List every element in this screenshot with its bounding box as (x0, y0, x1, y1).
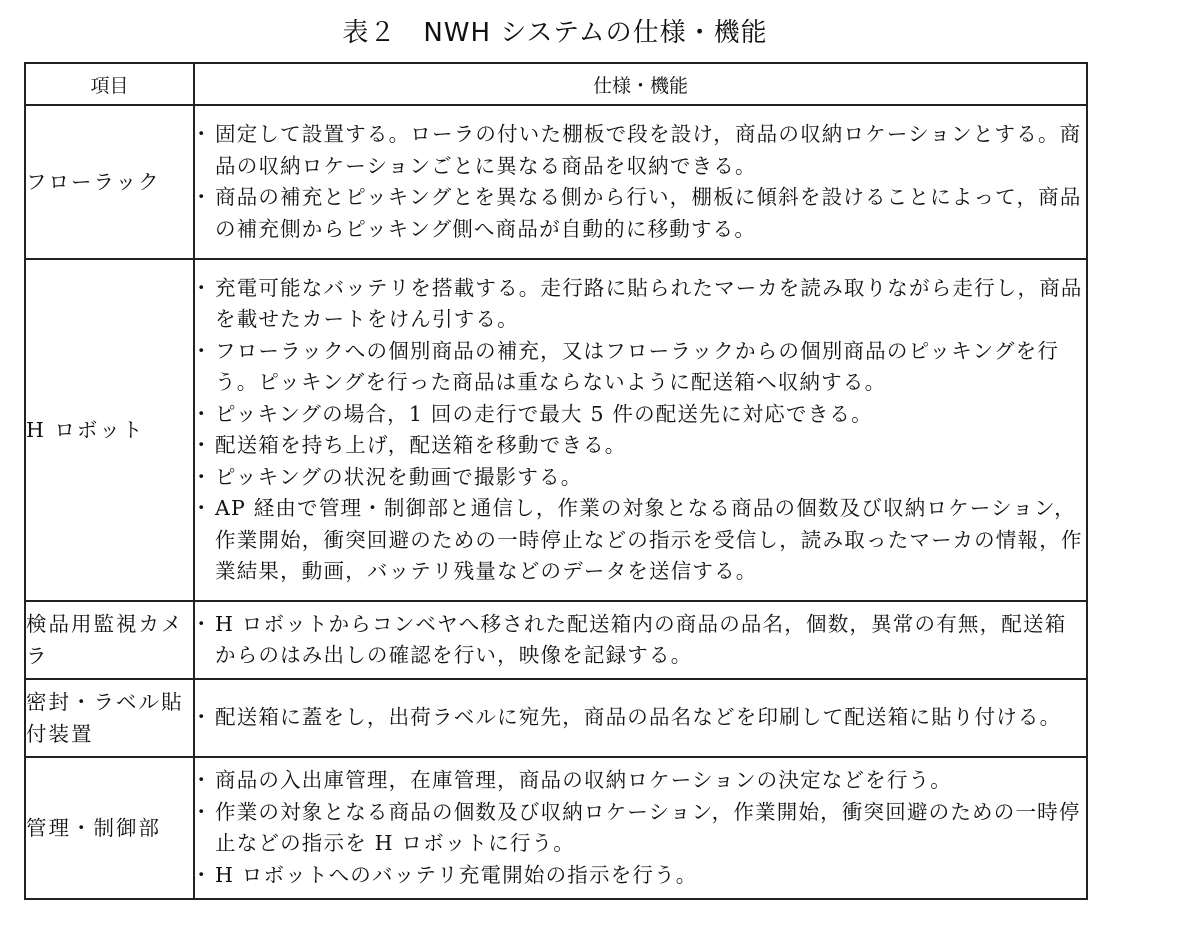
table-row (25, 105, 1087, 259)
spec-item: ・ 配送箱に蓋をし，出荷ラベルに宛先，商品の品名などを印刷して配送箱に貼り付ける。 (195, 702, 1086, 734)
spec-item: ・ 配送箱を持ち上げ，配送箱を移動できる。 (195, 430, 1086, 462)
spec-item: ・ H ロボットへのバッテリ充電開始の指示を行う。 (195, 860, 1086, 892)
table-row (25, 757, 1087, 899)
spec-item: ・ H ロボットからコンベヤへ移された配送箱内の商品の品名，個数，異常の有無，配送箱からのはみ出しの確認を行い，映像を記録する。 (195, 609, 1086, 672)
spec-list (195, 609, 1086, 672)
spec-item: ・ 充電可能なバッテリを搭載する。走行路に貼られたマーカを読み取りながら走行し，商品を載せたカートをけん引する。 (195, 273, 1086, 336)
spec-item: ・ 商品の補充とピッキングとを異なる側から行い，棚板に傾斜を設けることによって，商品の補充側からピッキング側へ商品が自動的に移動する。 (195, 182, 1086, 245)
spec-item: ・ 商品の入出庫管理，在庫管理，商品の収納ロケーションの決定などを行う。 (195, 765, 1086, 797)
spec-cell (194, 601, 1087, 679)
spec-item: ・ ピッキングの状況を動画で撮影する。 (195, 462, 1086, 494)
spec-cell (194, 259, 1087, 601)
spec-cell (194, 757, 1087, 899)
item-cell: H ロボット (25, 259, 194, 601)
spec-list (195, 702, 1086, 734)
spec-list (195, 273, 1086, 588)
item-cell: 密封・ラベル貼付装置 (25, 679, 194, 757)
table-row (25, 259, 1087, 601)
spec-item: ・ 固定して設置する。ローラの付いた棚板で段を設け，商品の収納ロケーションとする。商品の収納ロケーションごとに異なる商品を収納できる。 (195, 119, 1086, 182)
spec-table-container (24, 62, 1086, 900)
page-title: 表２ NWH システムの仕様・機能 (342, 18, 768, 48)
header-spec: 仕様・機能 (194, 63, 1087, 105)
spec-item: ・ 作業の対象となる商品の個数及び収納ロケーション，作業開始，衝突回避のための一時停止などの指示を H ロボットに行う。 (195, 797, 1086, 860)
spec-cell (194, 105, 1087, 259)
spec-table (24, 62, 1088, 900)
item-cell: 管理・制御部 (25, 757, 194, 899)
table-row (25, 679, 1087, 757)
spec-cell (194, 679, 1087, 757)
spec-list (195, 119, 1086, 245)
spec-item: ・ フローラックへの個別商品の補充，又はフローラックからの個別商品のピッキングを行う。ピッキングを行った商品は重ならないように配送箱へ収納する。 (195, 336, 1086, 399)
item-cell: 検品用監視カメラ (25, 601, 194, 679)
table-header-row (25, 63, 1087, 105)
spec-item: ・ ピッキングの場合，1 回の走行で最大 5 件の配送先に対応できる。 (195, 399, 1086, 431)
header-item: 項目 (25, 63, 194, 105)
table-row (25, 601, 1087, 679)
spec-list (195, 765, 1086, 891)
item-cell: フローラック (25, 105, 194, 259)
spec-item: ・ AP 経由で管理・制御部と通信し，作業の対象となる商品の個数及び収納ロケーション，作業開始，衝突回避のための一時停止などの指示を受信し，読み取ったマーカの情報，作業結果，動画，バッテリ残量などのデータを送信する。 (195, 493, 1086, 588)
